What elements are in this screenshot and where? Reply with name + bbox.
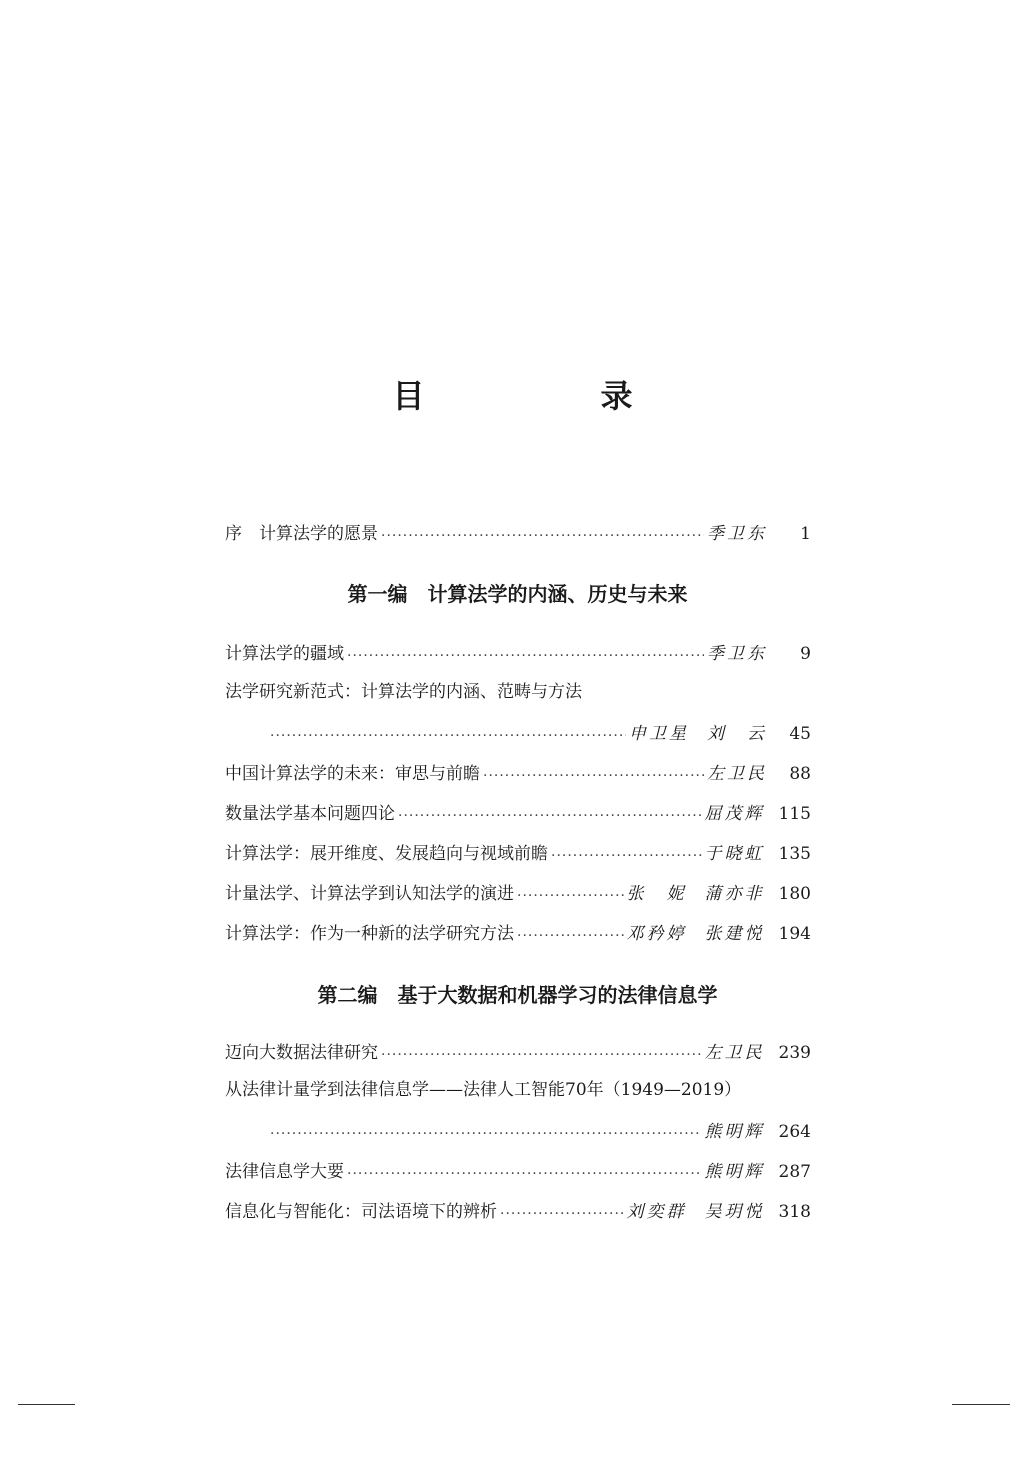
entry-author <box>705 1041 765 1065</box>
entry-title: 法律信息学大要 <box>225 1162 344 1182</box>
entry-page: 9 <box>800 644 811 664</box>
entry-page: 194 <box>778 924 811 944</box>
entry-page: 264 <box>778 1122 811 1142</box>
author-name: 于晓虹 <box>704 844 765 864</box>
author-name: 熊明辉 <box>704 1162 765 1182</box>
toc-entry[interactable] <box>225 840 811 866</box>
author-name: 刘奕群 <box>626 1202 687 1222</box>
entry-author <box>627 922 765 946</box>
entry-author <box>705 1160 765 1184</box>
dot-leader <box>347 1164 702 1184</box>
toc-entry[interactable] <box>225 800 811 826</box>
entry-author <box>707 762 767 786</box>
toc-entry[interactable] <box>225 1118 811 1144</box>
author-name: 申卫星 <box>629 724 689 744</box>
entry-title: 计算法学：展开维度、发展趋向与视域前瞻 <box>225 844 548 864</box>
entry-page: 318 <box>778 1202 811 1222</box>
toc-entry[interactable] <box>225 720 811 746</box>
entry-title: 计算法学：作为一种新的法学研究方法 <box>225 924 514 944</box>
entry-author <box>629 722 767 746</box>
author-name: 吴玥悦 <box>704 1202 765 1222</box>
entry-title: 中国计算法学的未来：审思与前瞻 <box>225 764 480 784</box>
dot-leader <box>517 886 624 906</box>
author-name: 张建悦 <box>704 924 765 944</box>
entry-author: 季卫东 <box>707 524 767 544</box>
entry-title: 信息化与智能化：司法语境下的辨析 <box>225 1202 497 1222</box>
dot-leader <box>551 846 702 866</box>
entry-author <box>705 842 765 866</box>
part-heading: 第一编 计算法学的内涵、历史与未来 <box>347 582 688 606</box>
dot-leader <box>270 1124 702 1144</box>
entry-page: 45 <box>789 724 811 744</box>
dot-leader <box>517 926 624 946</box>
dot-leader <box>270 726 626 746</box>
entry-page: 1 <box>800 524 811 544</box>
toc-entry[interactable] <box>225 920 811 946</box>
entry-page: 180 <box>778 884 811 904</box>
author-name: 熊明辉 <box>704 1122 765 1142</box>
entry-author <box>705 802 765 826</box>
dot-leader <box>483 766 704 786</box>
author-name: 蒲亦非 <box>704 884 765 904</box>
crop-mark-left <box>18 1404 75 1405</box>
entry-page: 135 <box>778 844 811 864</box>
entry-title: 计量法学、计算法学到认知法学的演进 <box>225 884 514 904</box>
entry-title[interactable]: 从法律计量学到法律信息学——法律人工智能70年（1949—2019） <box>225 1080 742 1100</box>
author-name: 屈茂辉 <box>704 804 765 824</box>
entry-title[interactable]: 法学研究新范式：计算法学的内涵、范畴与方法 <box>225 682 582 702</box>
crop-mark-right <box>952 1404 1010 1405</box>
dot-leader <box>347 646 704 666</box>
entry-page: 88 <box>789 764 811 784</box>
page-title: 目 录 <box>392 377 705 415</box>
author-name: 左卫民 <box>704 1043 765 1063</box>
entry-title: 数量法学基本问题四论 <box>225 804 395 824</box>
toc-entry[interactable] <box>225 760 811 786</box>
entry-author <box>627 882 765 906</box>
author-name: 左卫民 <box>707 764 767 784</box>
entry-page: 239 <box>778 1043 811 1063</box>
entry-page: 287 <box>778 1162 811 1182</box>
part-heading: 第二编 基于大数据和机器学习的法律信息学 <box>317 983 718 1007</box>
dot-leader <box>381 1045 702 1065</box>
toc-entry[interactable] <box>225 1198 811 1224</box>
author-name: 刘 云 <box>707 724 767 744</box>
entry-author <box>627 1200 765 1224</box>
entry-title: 迈向大数据法律研究 <box>225 1043 378 1063</box>
author-name: 邓矜婷 <box>626 924 687 944</box>
toc-entry[interactable] <box>225 1039 811 1065</box>
entry-title: 序 计算法学的愿景 <box>225 524 378 544</box>
entry-page: 115 <box>778 804 811 824</box>
entry-author <box>707 642 767 666</box>
toc-entry[interactable] <box>225 1158 811 1184</box>
author-name: 张 妮 <box>626 884 687 904</box>
dot-leader <box>381 526 704 546</box>
toc-entry-preface[interactable] <box>225 520 811 546</box>
dot-leader <box>398 806 702 826</box>
entry-title: 计算法学的疆域 <box>225 644 344 664</box>
dot-leader <box>500 1204 624 1224</box>
entry-author <box>705 1120 765 1144</box>
toc-entry[interactable] <box>225 880 811 906</box>
toc-entry[interactable] <box>225 640 811 666</box>
author-name: 季卫东 <box>707 644 767 664</box>
